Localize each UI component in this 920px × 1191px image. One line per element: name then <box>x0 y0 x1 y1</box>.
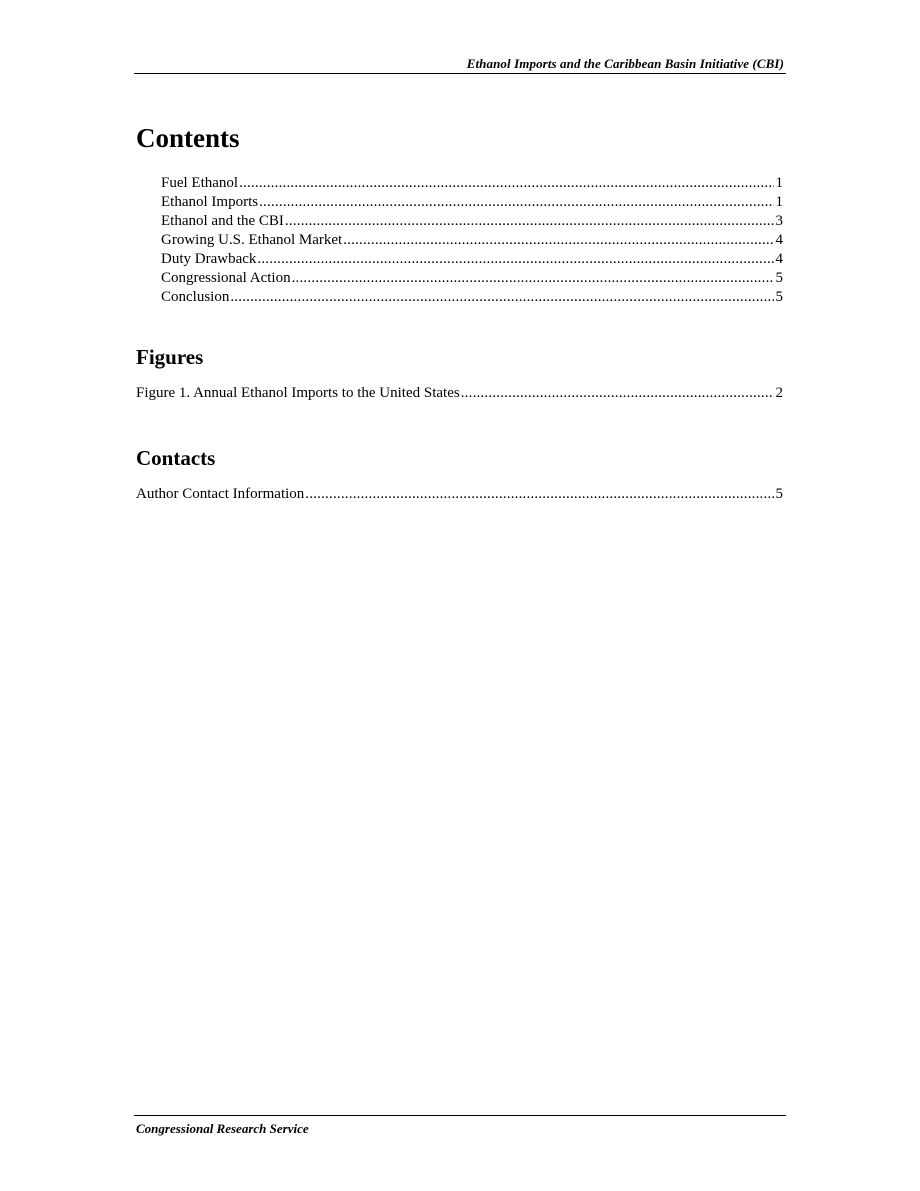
toc-entry-congressional-action[interactable] <box>161 269 783 288</box>
toc-entry-label: Congressional Action <box>161 270 291 286</box>
contents-heading: Contents <box>136 123 240 153</box>
toc-entry-page: 2 <box>775 385 783 401</box>
toc-entry-ethanol-and-the-cbi[interactable] <box>161 212 783 231</box>
dot-leader <box>343 231 773 250</box>
toc-entry-label: Ethanol Imports <box>161 194 259 210</box>
toc-entry-label: Fuel Ethanol <box>161 175 239 191</box>
toc-entry-figure-1[interactable] <box>136 384 783 403</box>
toc-entry-label: Growing U.S. Ethanol Market <box>161 232 343 248</box>
contents-list <box>161 174 783 307</box>
toc-entry-page: 1 <box>775 194 783 210</box>
footer-publisher: Congressional Research Service <box>136 1121 309 1136</box>
dot-leader <box>461 384 774 403</box>
toc-entry-conclusion[interactable] <box>161 288 783 307</box>
toc-entry-page: 5 <box>775 289 783 305</box>
toc-entry-label: Ethanol and the CBI <box>161 213 284 229</box>
toc-entry-label: Figure 1. Annual Ethanol Imports to the United States <box>136 385 460 401</box>
figures-list <box>136 384 783 403</box>
dot-leader <box>257 250 773 269</box>
dot-leader <box>305 485 773 504</box>
toc-entry-label: Author Contact Information <box>136 486 305 502</box>
dot-leader <box>285 212 774 231</box>
running-header-title: Ethanol Imports and the Caribbean Basin Initiative (CBI) <box>466 56 784 71</box>
contacts-list <box>136 485 783 504</box>
toc-entry-ethanol-imports[interactable] <box>161 193 783 212</box>
toc-entry-page: 4 <box>775 232 783 248</box>
toc-entry-page: 3 <box>775 213 783 229</box>
toc-entry-label: Duty Drawback <box>161 251 257 267</box>
dot-leader <box>230 288 773 307</box>
toc-entry-page: 1 <box>775 175 783 191</box>
contacts-heading: Contacts <box>136 446 216 470</box>
toc-entry-author-contact-information[interactable] <box>136 485 783 504</box>
dot-leader <box>239 174 773 193</box>
toc-entry-page: 5 <box>775 270 783 286</box>
running-header <box>134 55 786 74</box>
figures-heading: Figures <box>136 345 204 369</box>
toc-entry-fuel-ethanol[interactable] <box>161 174 783 193</box>
toc-entry-page: 5 <box>775 486 783 502</box>
toc-entry-growing-us-ethanol-market[interactable] <box>161 231 783 250</box>
toc-entry-label: Conclusion <box>161 289 230 305</box>
running-footer <box>134 1115 786 1136</box>
toc-entry-page: 4 <box>775 251 783 267</box>
dot-leader <box>259 193 773 212</box>
toc-entry-duty-drawback[interactable] <box>161 250 783 269</box>
dot-leader <box>292 269 774 288</box>
